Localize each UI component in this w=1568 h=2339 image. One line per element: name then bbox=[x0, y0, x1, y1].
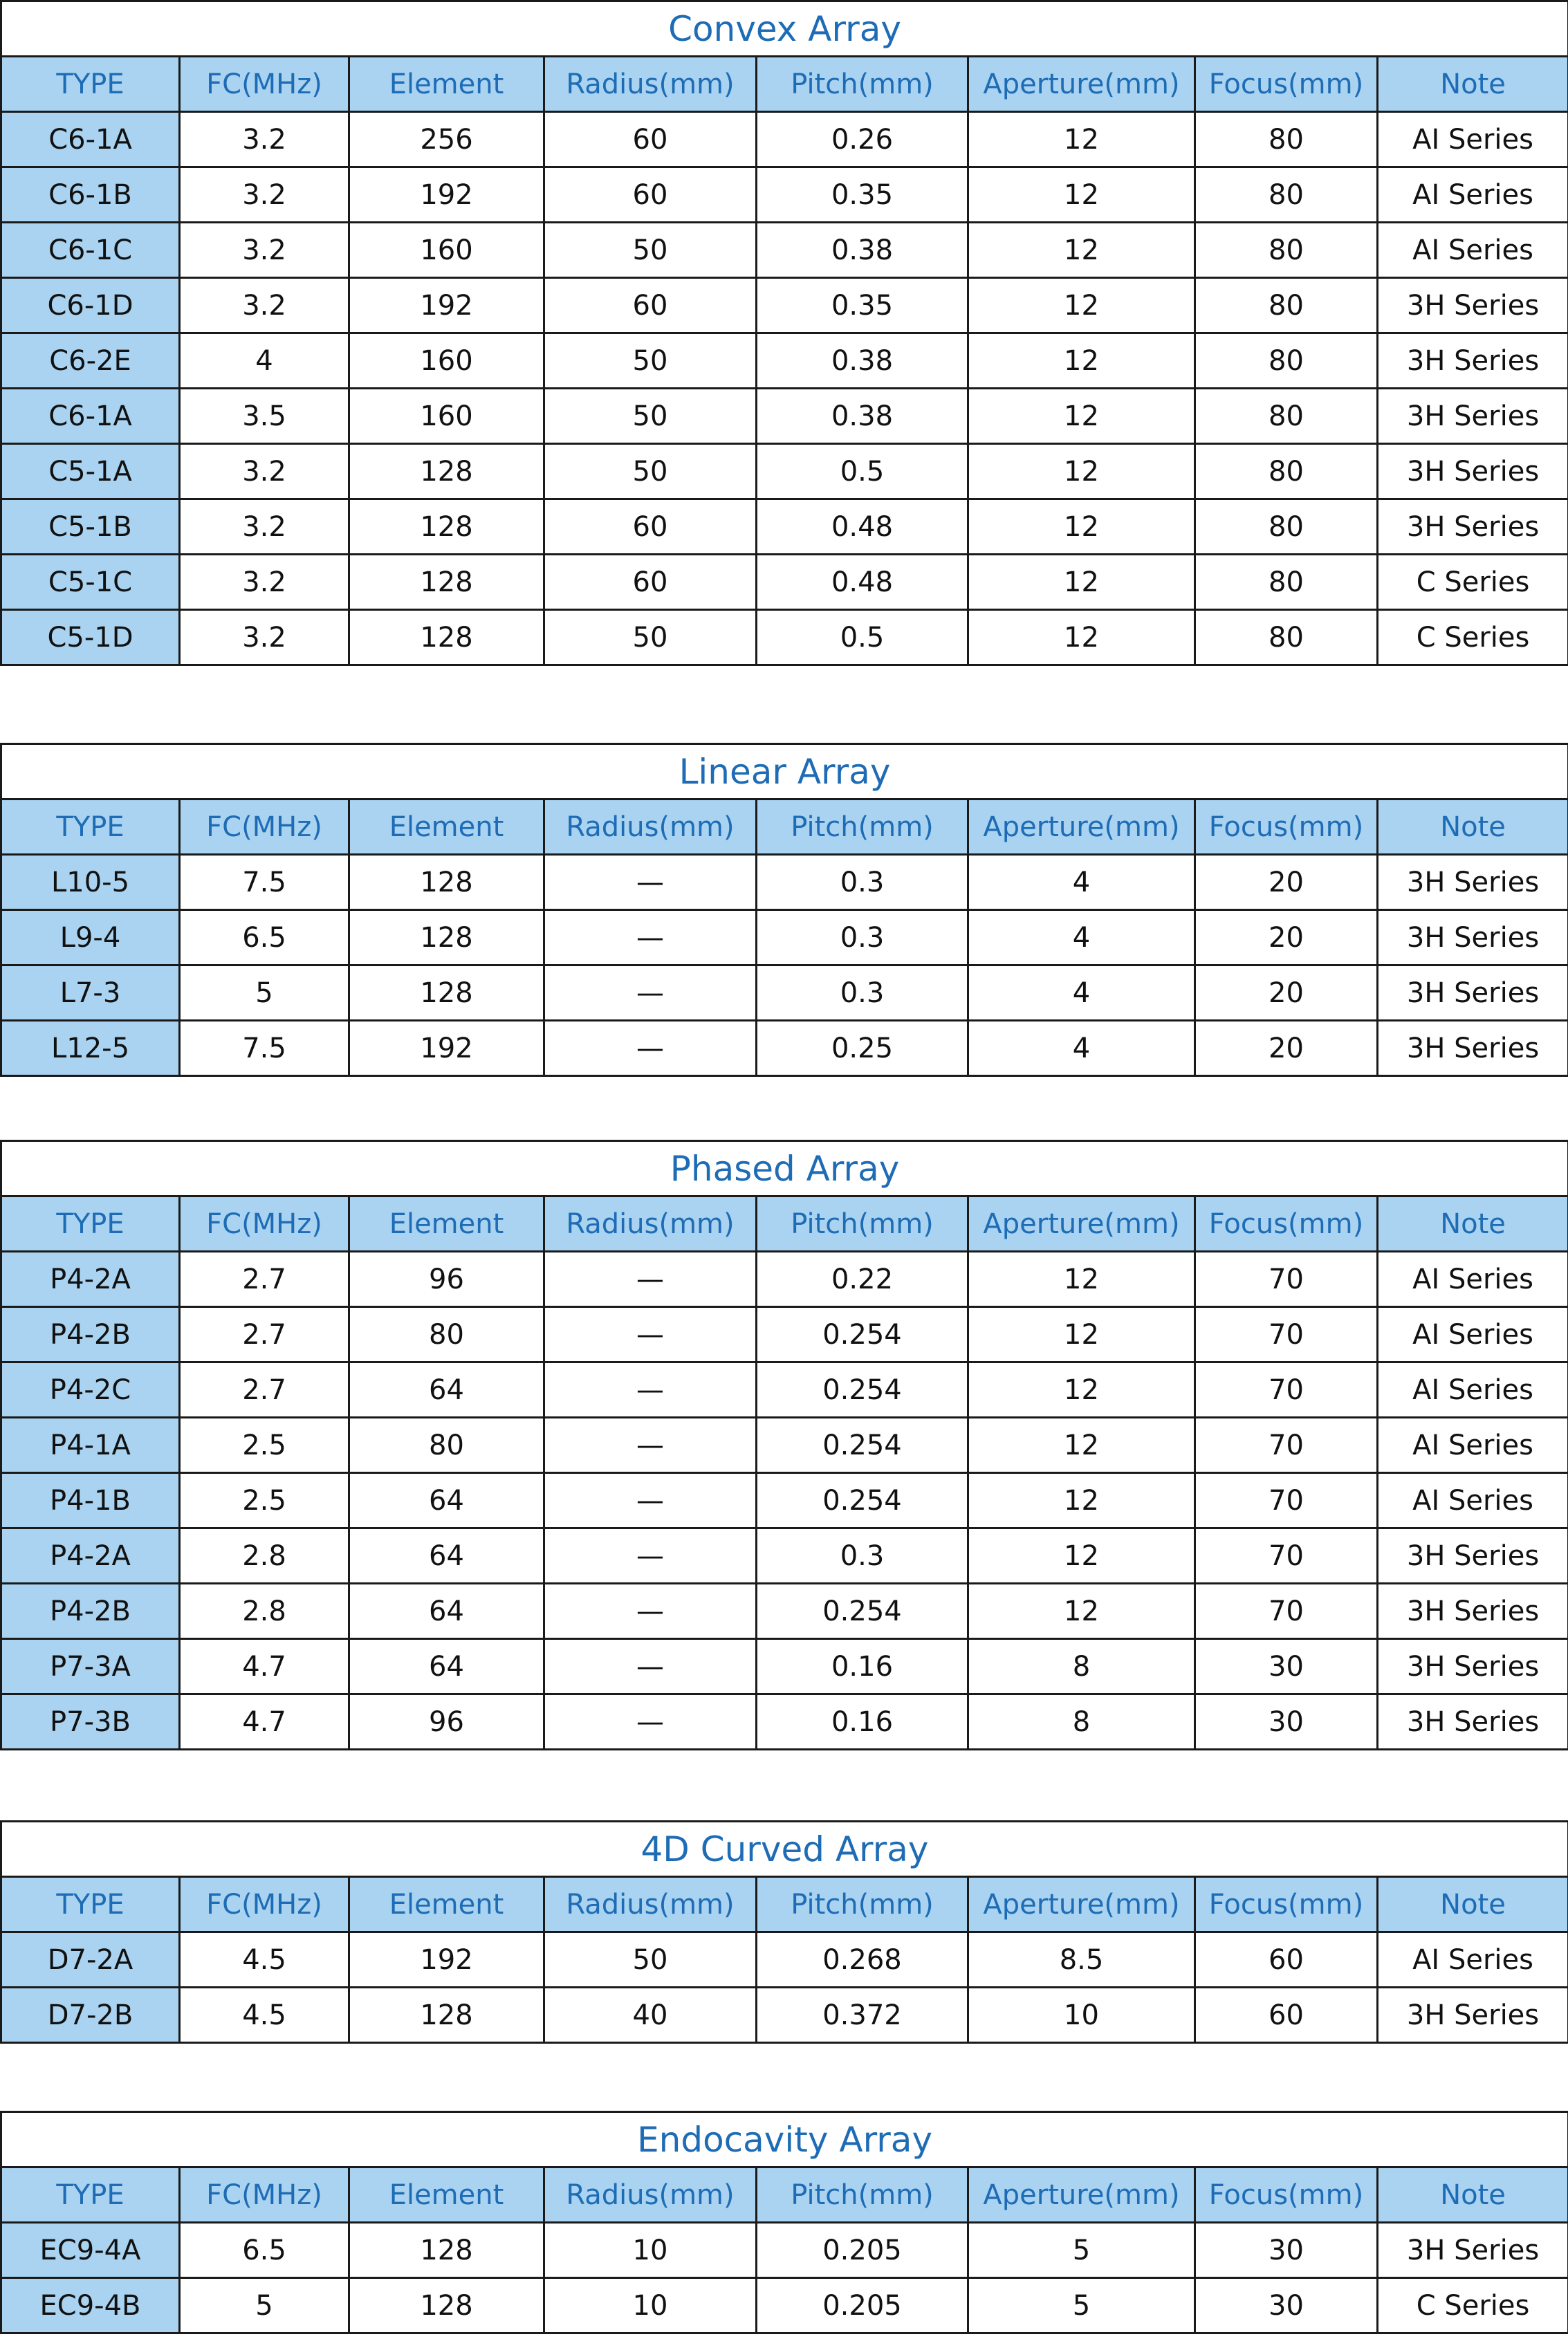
cell-element: 128 bbox=[349, 2278, 544, 2333]
header-row bbox=[1, 1877, 1568, 1932]
header-fc: FC(MHz) bbox=[180, 57, 349, 112]
cell-aperture: 12 bbox=[968, 1307, 1195, 1362]
cell-aperture: 5 bbox=[968, 2278, 1195, 2333]
cell-focus: 80 bbox=[1195, 112, 1378, 167]
cell-focus: 80 bbox=[1195, 389, 1378, 444]
cell-element: 256 bbox=[349, 112, 544, 167]
cell-element: 160 bbox=[349, 223, 544, 278]
section-title: Endocavity Array bbox=[1, 2112, 1568, 2167]
header-type: TYPE bbox=[1, 1877, 180, 1932]
section-title: Convex Array bbox=[1, 1, 1568, 57]
cell-fc: 3.2 bbox=[180, 278, 349, 333]
cell-aperture: 4 bbox=[968, 910, 1195, 965]
cell-note: AI Series bbox=[1378, 1252, 1568, 1307]
cell-focus: 60 bbox=[1195, 1932, 1378, 1988]
table-row bbox=[1, 444, 1568, 499]
cell-note: 3H Series bbox=[1378, 1528, 1568, 1584]
cell-radius: 60 bbox=[544, 278, 757, 333]
cell-type: L9-4 bbox=[1, 910, 180, 965]
cell-aperture: 4 bbox=[968, 965, 1195, 1021]
cell-focus: 70 bbox=[1195, 1418, 1378, 1473]
table-row bbox=[1, 910, 1568, 965]
cell-fc: 3.2 bbox=[180, 444, 349, 499]
cell-element: 64 bbox=[349, 1473, 544, 1528]
cell-note: AI Series bbox=[1378, 1932, 1568, 1988]
cell-aperture: 8.5 bbox=[968, 1932, 1195, 1988]
cell-pitch: 0.26 bbox=[757, 112, 968, 167]
cell-aperture: 10 bbox=[968, 1988, 1195, 2043]
header-aperture: Aperture(mm) bbox=[968, 1196, 1195, 1252]
cell-fc: 4 bbox=[180, 333, 349, 389]
cell-note: C Series bbox=[1378, 2278, 1568, 2333]
cell-aperture: 12 bbox=[968, 112, 1195, 167]
header-note: Note bbox=[1378, 1877, 1568, 1932]
cell-note: 3H Series bbox=[1378, 965, 1568, 1021]
cell-pitch: 0.48 bbox=[757, 499, 968, 555]
cell-type: C6-1B bbox=[1, 167, 180, 223]
table-row bbox=[1, 1988, 1568, 2043]
cell-focus: 70 bbox=[1195, 1252, 1378, 1307]
header-aperture: Aperture(mm) bbox=[968, 2167, 1195, 2223]
header-radius: Radius(mm) bbox=[544, 1196, 757, 1252]
cell-fc: 3.2 bbox=[180, 167, 349, 223]
cell-focus: 80 bbox=[1195, 278, 1378, 333]
cell-type: L10-5 bbox=[1, 855, 180, 910]
table-row bbox=[1, 1932, 1568, 1988]
table-row bbox=[1, 1639, 1568, 1694]
cell-pitch: 0.3 bbox=[757, 1528, 968, 1584]
cell-focus: 60 bbox=[1195, 1988, 1378, 2043]
table-row bbox=[1, 333, 1568, 389]
table-row bbox=[1, 278, 1568, 333]
header-row bbox=[1, 2167, 1568, 2223]
table-row bbox=[1, 499, 1568, 555]
convex-array-table bbox=[0, 0, 1568, 666]
phased-array-table bbox=[0, 1140, 1568, 1750]
cell-element: 128 bbox=[349, 555, 544, 610]
table-row bbox=[1, 1694, 1568, 1750]
header-row bbox=[1, 799, 1568, 855]
cell-radius: 60 bbox=[544, 112, 757, 167]
cell-aperture: 4 bbox=[968, 1021, 1195, 1076]
cell-element: 128 bbox=[349, 965, 544, 1021]
header-aperture: Aperture(mm) bbox=[968, 57, 1195, 112]
cell-radius: 10 bbox=[544, 2278, 757, 2333]
cell-radius: 60 bbox=[544, 167, 757, 223]
cell-type: L7-3 bbox=[1, 965, 180, 1021]
cell-fc: 2.8 bbox=[180, 1584, 349, 1639]
cell-fc: 6.5 bbox=[180, 2223, 349, 2278]
cell-type: EC9-4B bbox=[1, 2278, 180, 2333]
header-element: Element bbox=[349, 2167, 544, 2223]
cell-focus: 70 bbox=[1195, 1362, 1378, 1418]
cell-aperture: 12 bbox=[968, 1528, 1195, 1584]
header-radius: Radius(mm) bbox=[544, 799, 757, 855]
cell-element: 128 bbox=[349, 910, 544, 965]
header-focus: Focus(mm) bbox=[1195, 57, 1378, 112]
cell-element: 128 bbox=[349, 444, 544, 499]
cell-fc: 4.5 bbox=[180, 1988, 349, 2043]
cell-radius: — bbox=[544, 1528, 757, 1584]
cell-pitch: 0.35 bbox=[757, 278, 968, 333]
cell-pitch: 0.268 bbox=[757, 1932, 968, 1988]
cell-fc: 3.2 bbox=[180, 112, 349, 167]
header-row bbox=[1, 1196, 1568, 1252]
cell-focus: 20 bbox=[1195, 855, 1378, 910]
cell-pitch: 0.3 bbox=[757, 965, 968, 1021]
header-fc: FC(MHz) bbox=[180, 1196, 349, 1252]
cell-aperture: 4 bbox=[968, 855, 1195, 910]
cell-radius: 60 bbox=[544, 499, 757, 555]
cell-element: 80 bbox=[349, 1418, 544, 1473]
cell-fc: 2.7 bbox=[180, 1362, 349, 1418]
cell-aperture: 12 bbox=[968, 167, 1195, 223]
cell-focus: 70 bbox=[1195, 1584, 1378, 1639]
header-note: Note bbox=[1378, 57, 1568, 112]
cell-fc: 2.5 bbox=[180, 1473, 349, 1528]
cell-note: 3H Series bbox=[1378, 333, 1568, 389]
cell-note: AI Series bbox=[1378, 167, 1568, 223]
cell-fc: 3.2 bbox=[180, 499, 349, 555]
cell-pitch: 0.25 bbox=[757, 1021, 968, 1076]
cell-fc: 3.2 bbox=[180, 555, 349, 610]
cell-note: AI Series bbox=[1378, 1307, 1568, 1362]
cell-radius: — bbox=[544, 965, 757, 1021]
cell-type: D7-2A bbox=[1, 1932, 180, 1988]
cell-pitch: 0.254 bbox=[757, 1307, 968, 1362]
cell-aperture: 12 bbox=[968, 1362, 1195, 1418]
cell-pitch: 0.205 bbox=[757, 2278, 968, 2333]
cell-element: 192 bbox=[349, 1932, 544, 1988]
cell-type: C6-1C bbox=[1, 223, 180, 278]
cell-note: AI Series bbox=[1378, 1418, 1568, 1473]
cell-radius: — bbox=[544, 1473, 757, 1528]
cell-aperture: 12 bbox=[968, 278, 1195, 333]
cell-element: 160 bbox=[349, 333, 544, 389]
cell-pitch: 0.205 bbox=[757, 2223, 968, 2278]
cell-fc: 4.5 bbox=[180, 1932, 349, 1988]
header-type: TYPE bbox=[1, 2167, 180, 2223]
cell-focus: 30 bbox=[1195, 2223, 1378, 2278]
cell-radius: — bbox=[544, 1252, 757, 1307]
table-row bbox=[1, 1021, 1568, 1076]
cell-element: 192 bbox=[349, 278, 544, 333]
cell-type: L12-5 bbox=[1, 1021, 180, 1076]
cell-radius: — bbox=[544, 1694, 757, 1750]
cell-focus: 80 bbox=[1195, 610, 1378, 665]
cell-pitch: 0.254 bbox=[757, 1473, 968, 1528]
cell-element: 96 bbox=[349, 1252, 544, 1307]
cell-radius: 50 bbox=[544, 610, 757, 665]
cell-note: AI Series bbox=[1378, 1362, 1568, 1418]
cell-radius: — bbox=[544, 1307, 757, 1362]
cell-focus: 20 bbox=[1195, 910, 1378, 965]
cell-focus: 80 bbox=[1195, 223, 1378, 278]
cell-pitch: 0.38 bbox=[757, 333, 968, 389]
cell-note: 3H Series bbox=[1378, 499, 1568, 555]
cell-focus: 30 bbox=[1195, 1694, 1378, 1750]
table-row bbox=[1, 112, 1568, 167]
cell-element: 192 bbox=[349, 1021, 544, 1076]
table-row bbox=[1, 1584, 1568, 1639]
header-aperture: Aperture(mm) bbox=[968, 799, 1195, 855]
cell-focus: 20 bbox=[1195, 1021, 1378, 1076]
cell-aperture: 12 bbox=[968, 223, 1195, 278]
cell-note: AI Series bbox=[1378, 1473, 1568, 1528]
cell-element: 192 bbox=[349, 167, 544, 223]
cell-note: 3H Series bbox=[1378, 910, 1568, 965]
cell-type: EC9-4A bbox=[1, 2223, 180, 2278]
cell-pitch: 0.16 bbox=[757, 1694, 968, 1750]
cell-fc: 3.2 bbox=[180, 223, 349, 278]
cell-note: 3H Series bbox=[1378, 2223, 1568, 2278]
header-focus: Focus(mm) bbox=[1195, 1196, 1378, 1252]
cell-fc: 4.7 bbox=[180, 1694, 349, 1750]
cell-note: 3H Series bbox=[1378, 278, 1568, 333]
header-pitch: Pitch(mm) bbox=[757, 799, 968, 855]
cell-fc: 5 bbox=[180, 2278, 349, 2333]
cell-aperture: 12 bbox=[968, 555, 1195, 610]
header-pitch: Pitch(mm) bbox=[757, 1196, 968, 1252]
cell-element: 160 bbox=[349, 389, 544, 444]
header-radius: Radius(mm) bbox=[544, 1877, 757, 1932]
cell-focus: 80 bbox=[1195, 167, 1378, 223]
cell-note: 3H Series bbox=[1378, 1988, 1568, 2043]
cell-element: 64 bbox=[349, 1584, 544, 1639]
header-element: Element bbox=[349, 57, 544, 112]
header-pitch: Pitch(mm) bbox=[757, 2167, 968, 2223]
header-note: Note bbox=[1378, 2167, 1568, 2223]
cell-type: P4-2A bbox=[1, 1252, 180, 1307]
cell-radius: — bbox=[544, 1362, 757, 1418]
cell-element: 64 bbox=[349, 1362, 544, 1418]
cell-fc: 3.5 bbox=[180, 389, 349, 444]
cell-note: C Series bbox=[1378, 555, 1568, 610]
cell-note: C Series bbox=[1378, 610, 1568, 665]
cell-type: P4-1A bbox=[1, 1418, 180, 1473]
cell-type: P4-1B bbox=[1, 1473, 180, 1528]
cell-aperture: 8 bbox=[968, 1639, 1195, 1694]
cell-element: 128 bbox=[349, 855, 544, 910]
linear-array-table bbox=[0, 743, 1568, 1077]
table-row bbox=[1, 965, 1568, 1021]
cell-pitch: 0.254 bbox=[757, 1362, 968, 1418]
cell-element: 128 bbox=[349, 2223, 544, 2278]
cell-focus: 20 bbox=[1195, 965, 1378, 1021]
cell-pitch: 0.3 bbox=[757, 855, 968, 910]
cell-type: C5-1C bbox=[1, 555, 180, 610]
cell-pitch: 0.372 bbox=[757, 1988, 968, 2043]
cell-fc: 2.7 bbox=[180, 1307, 349, 1362]
header-radius: Radius(mm) bbox=[544, 2167, 757, 2223]
header-focus: Focus(mm) bbox=[1195, 2167, 1378, 2223]
cell-note: 3H Series bbox=[1378, 1021, 1568, 1076]
cell-pitch: 0.5 bbox=[757, 610, 968, 665]
cell-fc: 2.5 bbox=[180, 1418, 349, 1473]
table-row bbox=[1, 1362, 1568, 1418]
cell-focus: 80 bbox=[1195, 444, 1378, 499]
table-row bbox=[1, 555, 1568, 610]
cell-aperture: 12 bbox=[968, 1473, 1195, 1528]
cell-element: 128 bbox=[349, 1988, 544, 2043]
cell-type: C6-1A bbox=[1, 389, 180, 444]
cell-focus: 80 bbox=[1195, 555, 1378, 610]
cell-type: P4-2B bbox=[1, 1307, 180, 1362]
cell-pitch: 0.254 bbox=[757, 1584, 968, 1639]
cell-aperture: 8 bbox=[968, 1694, 1195, 1750]
cell-type: P7-3A bbox=[1, 1639, 180, 1694]
cell-radius: 60 bbox=[544, 555, 757, 610]
header-focus: Focus(mm) bbox=[1195, 799, 1378, 855]
cell-focus: 70 bbox=[1195, 1307, 1378, 1362]
cell-pitch: 0.254 bbox=[757, 1418, 968, 1473]
section-title: Phased Array bbox=[1, 1141, 1568, 1196]
cell-focus: 30 bbox=[1195, 1639, 1378, 1694]
cell-element: 64 bbox=[349, 1639, 544, 1694]
cell-type: P4-2A bbox=[1, 1528, 180, 1584]
cell-note: AI Series bbox=[1378, 112, 1568, 167]
table-row bbox=[1, 389, 1568, 444]
cell-element: 128 bbox=[349, 610, 544, 665]
header-type: TYPE bbox=[1, 57, 180, 112]
header-fc: FC(MHz) bbox=[180, 799, 349, 855]
table-row bbox=[1, 2278, 1568, 2333]
cell-aperture: 12 bbox=[968, 444, 1195, 499]
header-note: Note bbox=[1378, 1196, 1568, 1252]
cell-radius: 50 bbox=[544, 1932, 757, 1988]
cell-fc: 2.7 bbox=[180, 1252, 349, 1307]
cell-type: C6-2E bbox=[1, 333, 180, 389]
cell-type: C5-1B bbox=[1, 499, 180, 555]
cell-element: 64 bbox=[349, 1528, 544, 1584]
table-row bbox=[1, 167, 1568, 223]
cell-radius: — bbox=[544, 1418, 757, 1473]
cell-type: C5-1D bbox=[1, 610, 180, 665]
4d-curved-array-table bbox=[0, 1820, 1568, 2044]
header-type: TYPE bbox=[1, 1196, 180, 1252]
cell-type: P7-3B bbox=[1, 1694, 180, 1750]
cell-note: 3H Series bbox=[1378, 1694, 1568, 1750]
section-title: Linear Array bbox=[1, 744, 1568, 799]
cell-element: 96 bbox=[349, 1694, 544, 1750]
header-radius: Radius(mm) bbox=[544, 57, 757, 112]
header-fc: FC(MHz) bbox=[180, 2167, 349, 2223]
cell-type: D7-2B bbox=[1, 1988, 180, 2043]
cell-aperture: 12 bbox=[968, 610, 1195, 665]
header-aperture: Aperture(mm) bbox=[968, 1877, 1195, 1932]
cell-pitch: 0.3 bbox=[757, 910, 968, 965]
cell-radius: — bbox=[544, 1584, 757, 1639]
header-element: Element bbox=[349, 1196, 544, 1252]
cell-type: P4-2B bbox=[1, 1584, 180, 1639]
cell-type: P4-2C bbox=[1, 1362, 180, 1418]
cell-aperture: 12 bbox=[968, 499, 1195, 555]
cell-element: 128 bbox=[349, 499, 544, 555]
header-row bbox=[1, 57, 1568, 112]
cell-radius: 50 bbox=[544, 444, 757, 499]
cell-radius: 50 bbox=[544, 333, 757, 389]
table-row bbox=[1, 1473, 1568, 1528]
cell-type: C6-1A bbox=[1, 112, 180, 167]
cell-fc: 7.5 bbox=[180, 855, 349, 910]
cell-fc: 3.2 bbox=[180, 610, 349, 665]
cell-radius: — bbox=[544, 910, 757, 965]
cell-aperture: 12 bbox=[968, 389, 1195, 444]
cell-fc: 7.5 bbox=[180, 1021, 349, 1076]
cell-aperture: 12 bbox=[968, 1418, 1195, 1473]
header-fc: FC(MHz) bbox=[180, 1877, 349, 1932]
cell-radius: 40 bbox=[544, 1988, 757, 2043]
table-row bbox=[1, 1307, 1568, 1362]
cell-fc: 4.7 bbox=[180, 1639, 349, 1694]
table-row bbox=[1, 1418, 1568, 1473]
cell-note: 3H Series bbox=[1378, 1584, 1568, 1639]
cell-focus: 30 bbox=[1195, 2278, 1378, 2333]
cell-pitch: 0.5 bbox=[757, 444, 968, 499]
cell-pitch: 0.22 bbox=[757, 1252, 968, 1307]
cell-fc: 5 bbox=[180, 965, 349, 1021]
cell-pitch: 0.48 bbox=[757, 555, 968, 610]
cell-radius: — bbox=[544, 1021, 757, 1076]
table-row bbox=[1, 223, 1568, 278]
table-row bbox=[1, 855, 1568, 910]
cell-aperture: 12 bbox=[968, 333, 1195, 389]
header-element: Element bbox=[349, 1877, 544, 1932]
cell-type: C5-1A bbox=[1, 444, 180, 499]
cell-focus: 80 bbox=[1195, 499, 1378, 555]
cell-note: 3H Series bbox=[1378, 444, 1568, 499]
table-row bbox=[1, 610, 1568, 665]
cell-radius: 50 bbox=[544, 223, 757, 278]
cell-element: 80 bbox=[349, 1307, 544, 1362]
cell-pitch: 0.38 bbox=[757, 389, 968, 444]
cell-type: C6-1D bbox=[1, 278, 180, 333]
cell-pitch: 0.38 bbox=[757, 223, 968, 278]
header-pitch: Pitch(mm) bbox=[757, 1877, 968, 1932]
header-element: Element bbox=[349, 799, 544, 855]
cell-aperture: 12 bbox=[968, 1252, 1195, 1307]
cell-aperture: 5 bbox=[968, 2223, 1195, 2278]
cell-focus: 70 bbox=[1195, 1528, 1378, 1584]
cell-radius: 50 bbox=[544, 389, 757, 444]
cell-focus: 80 bbox=[1195, 333, 1378, 389]
cell-note: 3H Series bbox=[1378, 855, 1568, 910]
cell-radius: — bbox=[544, 1639, 757, 1694]
cell-fc: 2.8 bbox=[180, 1528, 349, 1584]
cell-note: AI Series bbox=[1378, 223, 1568, 278]
section-title: 4D Curved Array bbox=[1, 1822, 1568, 1877]
header-pitch: Pitch(mm) bbox=[757, 57, 968, 112]
table-row bbox=[1, 1528, 1568, 1584]
endocavity-array-table bbox=[0, 2111, 1568, 2334]
cell-pitch: 0.16 bbox=[757, 1639, 968, 1694]
cell-note: 3H Series bbox=[1378, 1639, 1568, 1694]
cell-aperture: 12 bbox=[968, 1584, 1195, 1639]
header-focus: Focus(mm) bbox=[1195, 1877, 1378, 1932]
cell-fc: 6.5 bbox=[180, 910, 349, 965]
header-note: Note bbox=[1378, 799, 1568, 855]
cell-radius: — bbox=[544, 855, 757, 910]
table-row bbox=[1, 1252, 1568, 1307]
table-row bbox=[1, 2223, 1568, 2278]
cell-radius: 10 bbox=[544, 2223, 757, 2278]
cell-note: 3H Series bbox=[1378, 389, 1568, 444]
header-type: TYPE bbox=[1, 799, 180, 855]
cell-pitch: 0.35 bbox=[757, 167, 968, 223]
cell-focus: 70 bbox=[1195, 1473, 1378, 1528]
